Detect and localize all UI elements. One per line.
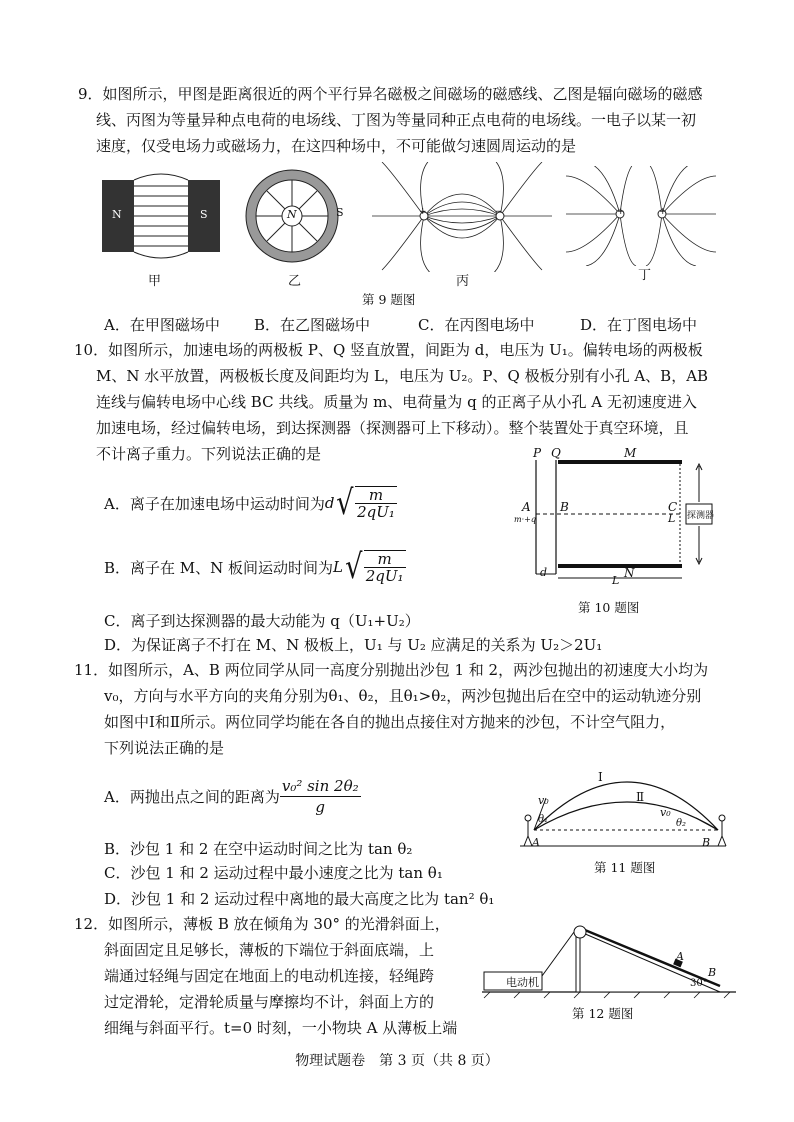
figure-ding-like-charges: [566, 166, 716, 266]
fig10-P: P: [533, 446, 542, 460]
q12-line-4: 过定滑轮，定滑轮质量与摩擦均不计，斜面上方的: [104, 993, 435, 1011]
fig11-v0-b: v₀: [660, 806, 671, 819]
q9-option-a: A．在甲图磁场中: [104, 316, 220, 334]
fig12-B: B: [708, 966, 717, 979]
q11-option-c: C．沙包 1 和 2 运动过程中最小速度之比为 tan θ₁: [104, 864, 443, 882]
fig10-L-right: L: [668, 512, 676, 525]
q10-option-d: D．为保证离子不打在 M、N 极板上，U₁ 与 U₂ 应满足的关系为 U₂＞2U₁: [104, 636, 603, 654]
figure-bing-dipole: [372, 162, 552, 272]
bing-label: 丙: [456, 274, 470, 289]
sqrt-body: [364, 550, 406, 584]
fig10-Q: Q: [551, 446, 561, 460]
q12-line-3: 端通过轻绳与固定在地面上的电动机连接，轻绳跨: [104, 967, 435, 985]
fig10-B: B: [560, 500, 569, 514]
frac-num: v₀² sin 2θ₂: [281, 777, 359, 795]
fraction: [355, 487, 397, 520]
ding-plus-2: +: [659, 207, 667, 217]
q11-optA-text: A．两抛出点之间的距离为: [104, 788, 280, 806]
q11-option-b: B．沙包 1 和 2 在空中运动时间之比为 tan θ₂: [104, 840, 413, 858]
figure-11-trajectories: [512, 764, 732, 854]
q12-line-2: 斜面固定且足够长，薄板的下端位于斜面底端，上: [104, 941, 435, 959]
q10-optB-var: L: [333, 558, 344, 576]
yi-n-label: N: [287, 208, 297, 221]
yi-label: 乙: [288, 274, 302, 289]
q10-optA-text: A．离子在加速电场中运动时间为: [104, 494, 325, 513]
fig11-II: Ⅱ: [636, 790, 645, 804]
q12-caption: 第 12 题图: [572, 1006, 634, 1021]
q12-line-5: 细绳与斜面平行。t=0 时刻，一小物块 A 从薄板上端: [104, 1019, 458, 1037]
q9-caption: 第 9 题图: [362, 292, 416, 307]
q10-line-2: M、N 水平放置，两极板长度及间距均为 L，电压为 U₂。P、Q 极板分别有小孔 A、B，AB: [96, 367, 709, 385]
jia-n-label: N: [112, 208, 122, 221]
fig10-d: d: [540, 566, 548, 579]
fig10-M: M: [624, 446, 637, 460]
q11-option-a: [104, 776, 361, 817]
fig12-motor: 电动机: [506, 976, 539, 989]
frac-den: 2qU₁: [357, 503, 395, 521]
sqrt-body: [355, 486, 397, 520]
q11-line-3: 如图中Ⅰ和Ⅱ所示。两位同学均能在各自的抛出点接住对方抛来的沙包，不计空气阻力，: [104, 713, 676, 731]
q10-caption: 第 10 题图: [578, 600, 640, 615]
fig11-A: A: [532, 836, 540, 849]
figure-yi-radial-field: [240, 166, 350, 276]
fig10-mq: m·+q: [514, 515, 536, 524]
q11-line-2: v₀，方向与水平方向的夹角分别为θ₁、θ₂，且θ₁>θ₂，两沙包抛出后在空中的运动轨迹分别: [104, 687, 702, 705]
fraction: [364, 551, 406, 584]
q9-line-1: 9．如图所示，甲图是距离很近的两个平行异名磁极之间磁场的磁感线、乙图是辐向磁场的磁感: [78, 85, 703, 103]
q9-option-c: C．在丙图电场中: [418, 316, 535, 334]
fig12-angle: 30°: [690, 978, 708, 989]
frac-num: m: [355, 487, 397, 504]
ding-plus-1: +: [617, 207, 625, 217]
fig11-I: Ⅰ: [598, 770, 603, 784]
q10-optA-var: d: [324, 494, 335, 512]
q10-optB-text: B．离子在 M、N 板间运动时间为: [104, 558, 334, 577]
ding-label: 丁: [638, 268, 652, 283]
fig10-A: A: [522, 500, 531, 514]
q9-option-d: D．在丁图电场中: [580, 316, 698, 334]
sqrt-symbol: √: [345, 547, 363, 587]
fig11-v0-a: v₀: [538, 794, 549, 807]
q9-line-2: 线、丙图为等量异种点电荷的电场线、丁图为等量同种正点电荷的电场线。一电子以某一初: [96, 111, 697, 129]
q11-caption: 第 11 题图: [594, 860, 656, 875]
q10-line-5: 不计离子重力。下列说法正确的是: [96, 445, 322, 463]
fig10-detector: 探测器: [687, 511, 715, 521]
page-footer: 物理试题卷 第 3 页（共 8 页）: [295, 1053, 499, 1069]
q12-line-1: 12．如图所示，薄板 B 放在倾角为 30° 的光滑斜面上，: [74, 915, 450, 933]
figure-jia-magnets: [96, 166, 226, 276]
fig10-C: C: [668, 500, 678, 514]
fig11-theta1: θ₁: [538, 814, 549, 825]
fig11-B: B: [702, 836, 711, 849]
yi-s-label: S: [336, 206, 344, 219]
fig11-theta2: θ₂: [676, 818, 687, 829]
bing-minus: −: [495, 207, 503, 217]
fig12-A: A: [676, 950, 684, 963]
bing-plus: +: [419, 207, 427, 217]
q11-line-4: 下列说法正确的是: [104, 739, 225, 757]
fig10-N: N: [624, 566, 635, 580]
frac-num: m: [364, 551, 406, 568]
q11-option-d: D．沙包 1 和 2 运动过程中离地的最大高度之比为 tan² θ₁: [104, 890, 495, 908]
q10-line-1: 10．如图所示，加速电场的两极板 P、Q 竖直放置，间距为 d，电压为 U₁。偏转电场的两极板: [74, 341, 703, 359]
q10-option-b: [104, 547, 406, 587]
sqrt-symbol: √: [336, 483, 354, 523]
jia-s-label: S: [200, 208, 208, 221]
q9-option-b: B．在乙图磁场中: [254, 316, 371, 334]
q10-line-3: 连线与偏转电场中心线 BC 共线。质量为 m、电荷量为 q 的正离子从小孔 A 无初速度进入: [96, 393, 697, 411]
q10-option-a: [104, 483, 397, 523]
frac-den: 2qU₁: [365, 567, 404, 585]
frac-den: g: [315, 798, 326, 816]
q10-option-c: C．离子到达探测器的最大动能为 q（U₁+U₂）: [104, 612, 420, 630]
q9-line-3: 速度，仅受电场力或磁场力，在这四种场中，不可能做匀速圆周运动的是: [96, 137, 577, 155]
jia-label: 甲: [148, 274, 162, 289]
fraction: [280, 776, 361, 817]
q11-line-1: 11．如图所示，A、B 两位同学从同一高度分别抛出沙包 1 和 2，两沙包抛出的初速度大小均为: [74, 661, 709, 679]
fig10-L-bottom: L: [612, 574, 620, 587]
q10-line-4: 加速电场，经过偏转电场，到达探测器（探测器可上下移动）。整个装置处于真空环境，且: [96, 419, 689, 437]
